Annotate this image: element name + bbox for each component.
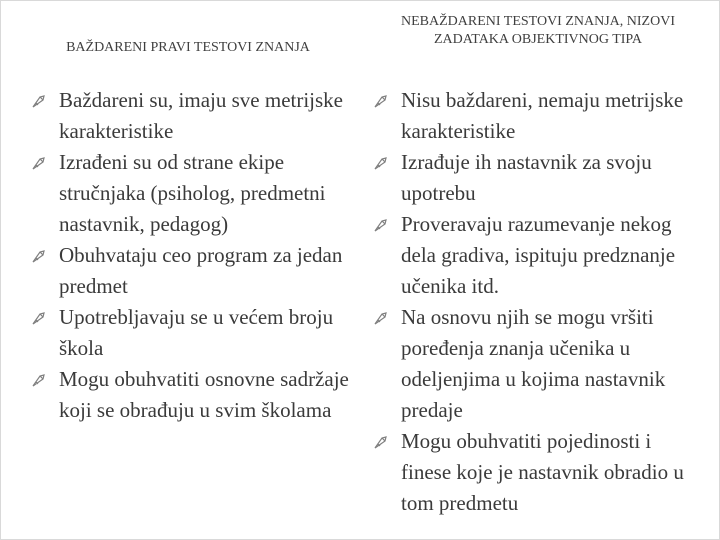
- list-item-text: Mogu obuhvatiti osnovne sadržaje koji se obrađuju u svim školama: [59, 367, 349, 422]
- left-bullet-list: [31, 85, 366, 426]
- list-item: [373, 147, 703, 209]
- right-bullet-list: [373, 85, 703, 519]
- list-item-text: Proveravaju razumevanje nekog dela gradiva, ispituju predznanje učenika itd.: [401, 212, 676, 298]
- list-item-text: Mogu obuhvatiti pojedinosti i finese koje je nastavnik obradio u tom predmetu: [401, 429, 684, 515]
- bullet-icon: [373, 85, 401, 116]
- bullet-icon: [373, 147, 401, 178]
- bullet-icon: [31, 85, 59, 116]
- bullet-icon: [31, 240, 59, 271]
- list-item: [373, 302, 703, 426]
- list-item-text: Na osnovu njih se mogu vršiti poređenja znanja učenika u odeljenjima u kojima nastavnik predaje: [401, 305, 666, 422]
- bullet-icon: [373, 209, 401, 240]
- list-item: [373, 209, 703, 302]
- bullet-icon: [373, 302, 401, 333]
- list-item: [373, 85, 703, 147]
- list-item-text: Izrađeni su od strane ekipe stručnjaka (psiholog, predmetni nastavnik, pedagog): [59, 150, 326, 236]
- list-item: [31, 240, 366, 302]
- list-item-text: Izrađuje ih nastavnik za svoju upotrebu: [401, 150, 652, 205]
- bullet-icon: [31, 302, 59, 333]
- list-item-text: Upotrebljavaju se u većem broju škola: [59, 305, 334, 360]
- list-item: [31, 364, 366, 426]
- bullet-icon: [31, 364, 59, 395]
- list-item-text: Obuhvataju ceo program za jedan predmet: [59, 243, 343, 298]
- list-item: [31, 85, 366, 147]
- list-item-text: Baždareni su, imaju sve metrijske karakteristike: [59, 88, 344, 143]
- right-column-heading: NEBAŽDARENI TESTOVI ZNANJA, NIZOVI ZADATAKA OBJEKTIVNOG TIPA: [400, 14, 675, 47]
- list-item-text: Nisu baždareni, nemaju metrijske karakteristike: [401, 88, 684, 143]
- list-item: [31, 147, 366, 240]
- bullet-icon: [373, 426, 401, 457]
- list-item: [373, 426, 703, 519]
- bullet-icon: [31, 147, 59, 178]
- left-column-heading: BAŽDARENI PRAVI TESTOVI ZNANJA: [66, 40, 310, 55]
- list-item: [31, 302, 366, 364]
